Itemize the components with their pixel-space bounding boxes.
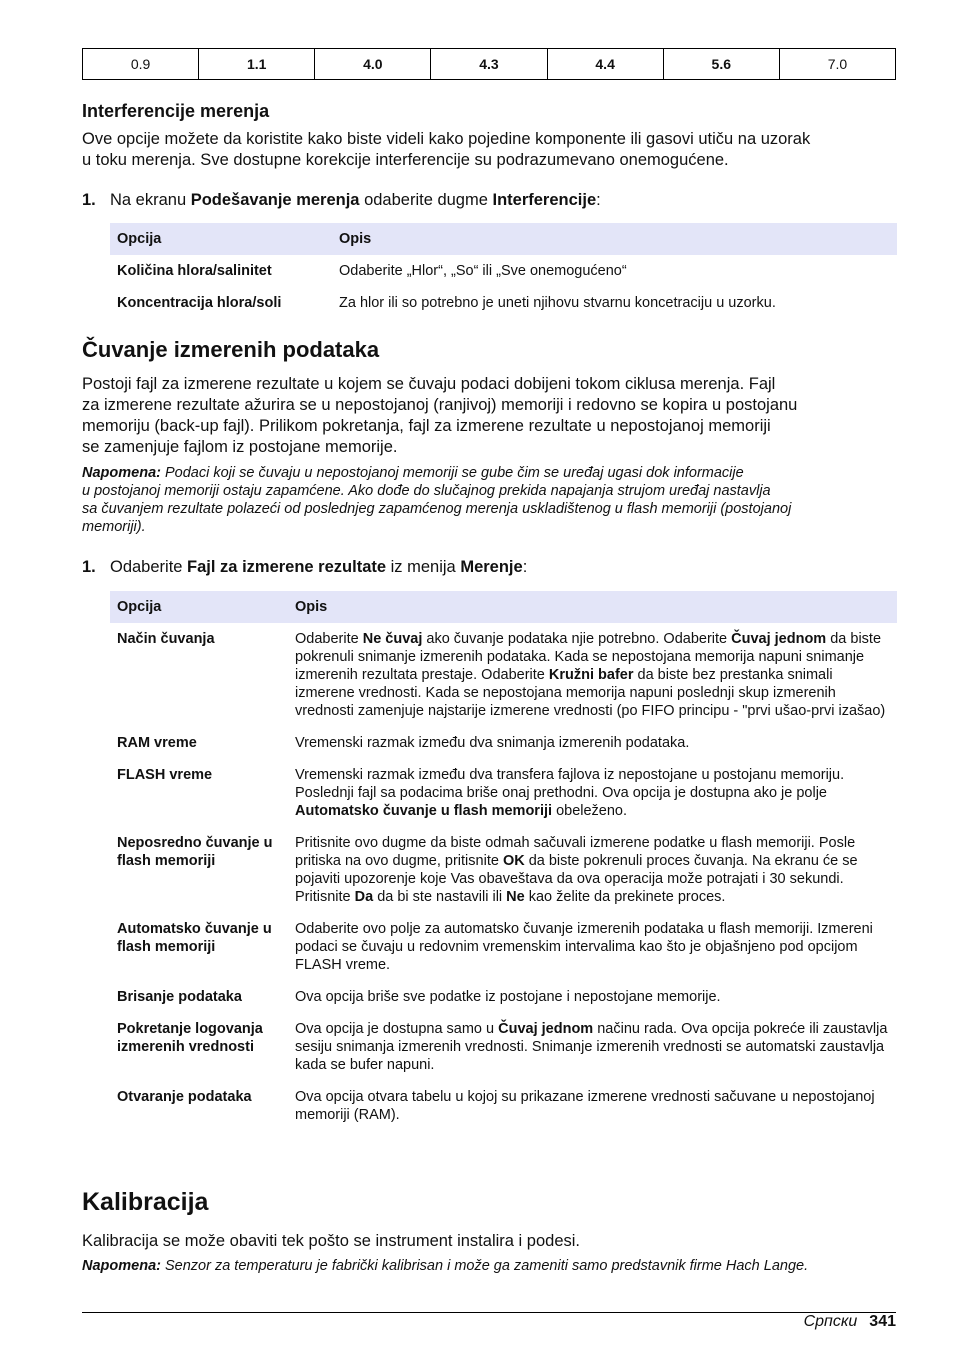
option-description: Za hlor ili so potrebno je uneti njihovu stvarnu koncetraciju u uzorku. (339, 295, 776, 311)
desc-bold: OK (502, 853, 525, 869)
desc-text: da biste bez prestanka snimali izmerene vrednosti. Kada se nepostojana memorija napuni poslednji skup izmerenih vrednosti zamenjuje najstarije izmerene vrednosti (po FIFO principu - "prvi ušao-prvi izašao) (295, 667, 886, 719)
desc-text: Pritisnite ovo dugme da biste odmah sačuvali izmerene podatke u flash memoriji. Posle pritiska na ovo dugme, pritisnite (295, 835, 856, 869)
option-name: Neposredno čuvanje u flash memoriji (117, 835, 273, 869)
note-label: Napomena: (82, 465, 161, 481)
desc-text: Vremenski razmak između dva transfera fajlova iz nepostojane u postojanu memoriju. Poslednji fajl sa podacima briše onaj prethodni. Ova opcija je dostupna ako je polje (295, 767, 845, 801)
option-description (288, 827, 897, 913)
step-text: : (596, 191, 601, 209)
paragraph-line: Ove opcije možete da koristite kako biste videli kako pojedine komponente ili gasovi utiču na uzorak (82, 130, 811, 148)
step-number: 1. (82, 558, 96, 576)
footer-language: Српски (803, 1313, 858, 1330)
table-cell: 0.9 (83, 49, 199, 80)
paragraph (82, 129, 896, 171)
column-header: Opcija (110, 223, 332, 255)
step-number: 1. (82, 191, 96, 209)
note-line: u postojanoj memoriji ostaju zapamćene. Ako dođe do slučajnog prekida napajanja strujom uređaj nastavlja (82, 483, 771, 499)
option-name: FLASH vreme (117, 767, 213, 783)
table-row (110, 727, 897, 759)
page-number: 341 (869, 1313, 896, 1330)
section-heading: Čuvanje izmerenih podataka (82, 337, 380, 362)
table-row (83, 49, 896, 80)
paragraph-line: Postoji fajl za izmerene rezultate u kojem se čuvaju podaci dobijeni tokom ciklusa merenja. Fajl (82, 375, 776, 393)
footer-divider (82, 1312, 896, 1313)
column-header: Opis (288, 591, 897, 623)
paragraph: Kalibracija se može obaviti tek pošto se instrument instalira i podesi. (82, 1232, 580, 1250)
desc-text: da bi ste nastavili ili (373, 889, 507, 905)
option-name: Automatsko čuvanje u flash memoriji (117, 921, 272, 955)
desc-bold: Ne (506, 889, 525, 905)
step-bold: Merenje (460, 558, 523, 576)
note-text: Senzor za temperaturu je fabrički kalibrisan i može ga zameniti samo predstavnik firme Hach Lange. (160, 1258, 809, 1274)
step-bold: Interferencije (492, 191, 597, 209)
desc-bold: Čuvaj jednom (498, 1021, 594, 1037)
desc-text: ako čuvanje podataka njie potrebno. Odaberite (422, 631, 732, 647)
desc-text: da biste pokrenuli snimanje izmerenih podataka. Kada se nepostojana memorija napuni snimanje izmerenih rezultata prestaje. Odaberite (295, 631, 882, 683)
option-description: Odaberite ovo polje za automatsko čuvanje izmerenih podataka u flash memoriji. Izmereni podaci se čuvaju u redovnim vremenskim intervalima kao što je objašnjeno pod opcijom FLASH vreme. (295, 921, 873, 973)
option-description (288, 623, 897, 727)
step-item (82, 190, 896, 211)
paragraph-line: u toku merenja. Sve dostupne korekcije interferencije su podrazumevano onemogućene. (82, 151, 729, 169)
value-table (82, 48, 896, 80)
desc-bold: Čuvaj jednom (731, 631, 827, 647)
option-name: Pokretanje logovanja izmerenih vrednosti (117, 1021, 263, 1055)
desc-bold: Ne čuvaj (362, 631, 423, 647)
table-cell: 5.6 (663, 49, 779, 80)
table-row (110, 287, 897, 319)
step-bold: Podešavanje merenja (190, 191, 360, 209)
desc-text: kao želite da prekinete proces. (524, 889, 726, 905)
paragraph-line: memoriju (back-up fajl). Prilikom pokretanja, fajl za izmerene rezultate u nepostojanoj memoriji (82, 417, 771, 435)
desc-text: Odaberite (295, 631, 363, 647)
note-label: Napomena: (82, 1258, 161, 1274)
table-row (110, 827, 897, 913)
note-line: memoriji). (82, 519, 146, 535)
option-description: Odaberite „Hlor“, „So“ ili „Sve onemogućeno“ (339, 263, 627, 279)
desc-text: Ova opcija je dostupna samo u (295, 1021, 499, 1037)
option-name: Otvaranje podataka (117, 1089, 252, 1105)
desc-text: da biste pokrenuli proces čuvanja. Na ekranu će se pojaviti upozorenje koje Vas obaveštava da ova operacija može potrajati i 30 sekundi. Pritisnite (295, 853, 858, 905)
table-header-row (110, 591, 897, 623)
desc-text: obeleženo. (552, 803, 628, 819)
note (82, 464, 896, 536)
step-bold: Fajl za izmerene rezultate (187, 558, 387, 576)
paragraph-line: se zamenjuje fajlom iz postojane memorije. (82, 438, 398, 456)
table-row (110, 623, 897, 727)
table-row (110, 255, 897, 287)
option-name: Količina hlora/salinitet (117, 263, 272, 279)
note (82, 1257, 896, 1275)
option-description (288, 759, 897, 827)
option-name: Brisanje podataka (117, 989, 242, 1005)
option-name: Koncentracija hlora/soli (117, 295, 282, 311)
section-heading: Interferencije merenja (82, 101, 270, 121)
paragraph-line: za izmerene rezultate ažurira se u nepostojanoj (ranjivoj) memoriji i redovno se kopira u postojanu (82, 396, 798, 414)
table-row (110, 759, 897, 827)
table-cell: 7.0 (779, 49, 895, 80)
table-row (110, 913, 897, 981)
option-name: RAM vreme (117, 735, 197, 751)
desc-bold: Automatsko čuvanje u flash memoriji (295, 803, 553, 819)
option-description: Vremenski razmak između dva snimanja izmerenih podataka. (295, 735, 690, 751)
step-item (82, 557, 896, 578)
options-table-storage (110, 591, 897, 1131)
table-cell: 1.1 (199, 49, 315, 80)
column-header: Opis (332, 223, 897, 255)
option-description: Ova opcija otvara tabelu u kojoj su prikazane izmerene vrednosti sačuvane u nepostojanoj memoriji (RAM). (295, 1089, 875, 1123)
step-text: Na ekranu (110, 191, 191, 209)
table-row (110, 1081, 897, 1131)
option-name: Način čuvanja (117, 631, 215, 647)
page-footer (804, 1313, 896, 1331)
note-line: sa čuvanjem rezultate polazeći od poslednjeg zapamćenog merenja uskladištenog u flash memoriji (postojanoj (82, 501, 792, 517)
options-table-interference (110, 223, 897, 319)
table-row (110, 981, 897, 1013)
step-text: iz menija (386, 558, 461, 576)
chapter-heading: Kalibracija (82, 1188, 209, 1216)
table-row (110, 1013, 897, 1081)
table-cell: 4.4 (547, 49, 663, 80)
column-header: Opcija (110, 591, 288, 623)
desc-bold: Kružni bafer (548, 667, 634, 683)
desc-bold: Da (354, 889, 374, 905)
table-cell: 4.0 (315, 49, 431, 80)
step-text: : (522, 558, 528, 576)
table-header-row (110, 223, 897, 255)
option-description (288, 1013, 897, 1081)
desc-text: načinu rada. Ova opcija pokreće ili zaustavlja sesiju snimanja izmerenih vrednosti. Snimanje izmerenih vrednosti se automatski zaustavlja kada se bufer napuni. (295, 1021, 888, 1073)
note-line: Podaci koji se čuvaju u nepostojanoj memoriji se gube čim se uređaj ugasi dok informacije (160, 465, 744, 481)
step-text: odaberite dugme (359, 191, 493, 209)
paragraph (82, 374, 896, 458)
step-text: Odaberite (110, 558, 188, 576)
option-description: Ova opcija briše sve podatke iz postojane i nepostojane memorije. (295, 989, 721, 1005)
table-cell: 4.3 (431, 49, 547, 80)
